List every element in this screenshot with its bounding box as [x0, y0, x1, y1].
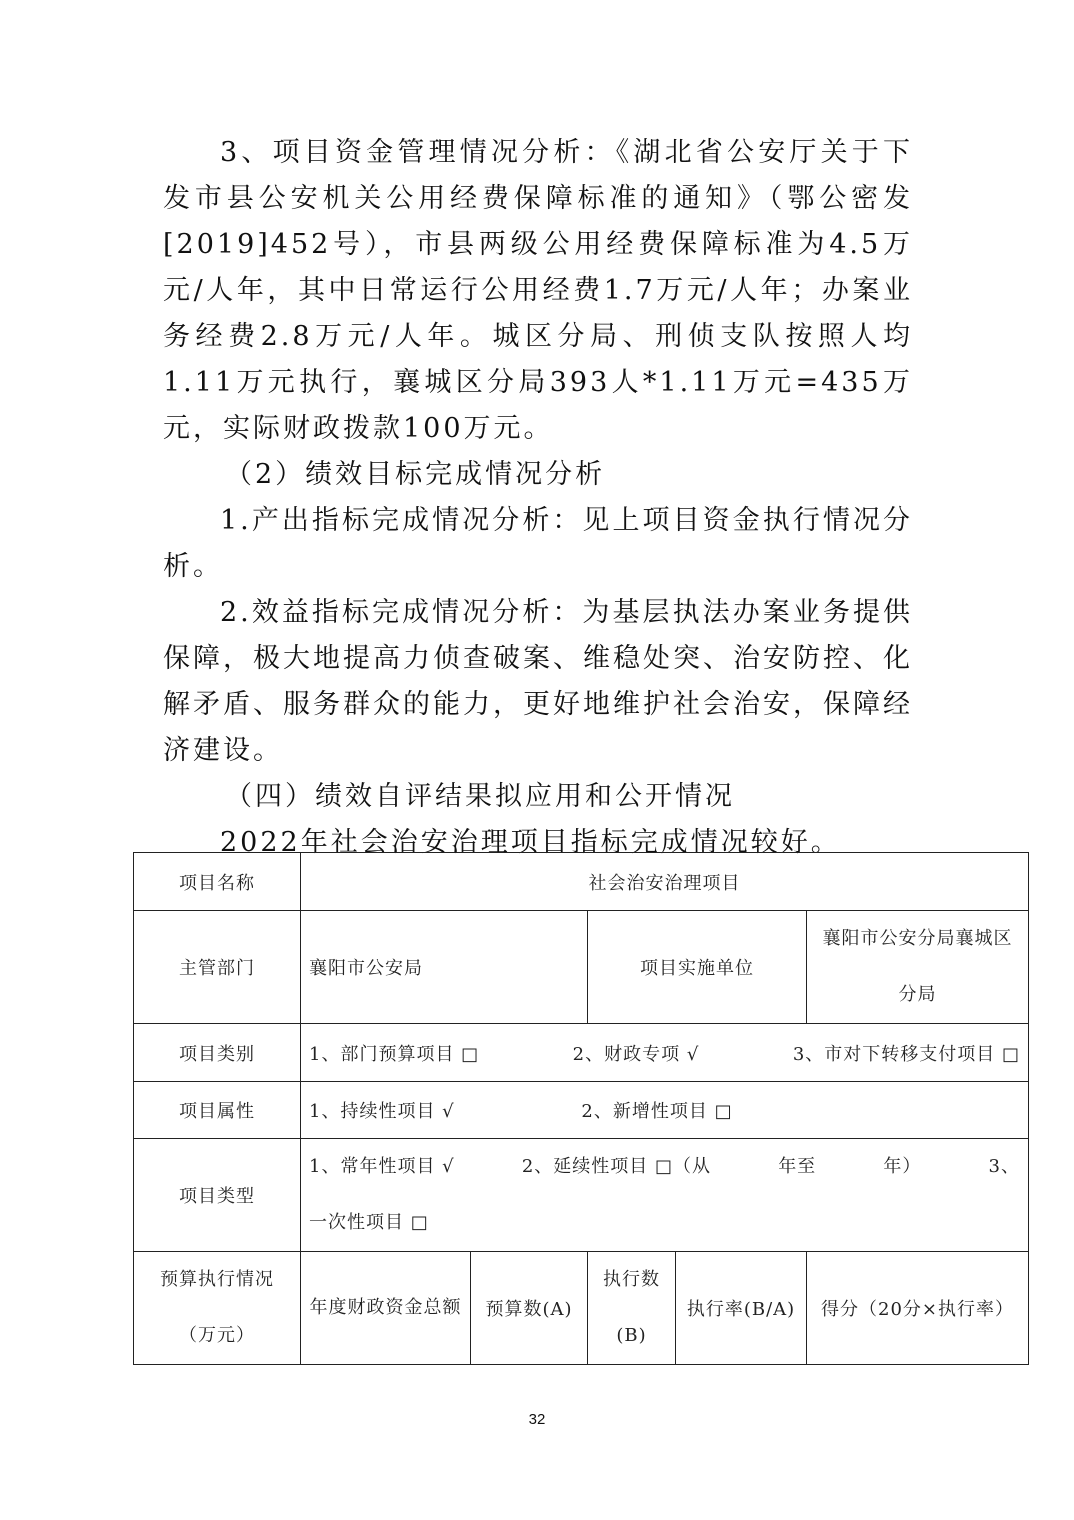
attribute-option-new: 2、新增性项目 □ — [581, 1101, 733, 1122]
budget-col-budget: 预算数(A) — [471, 1252, 588, 1365]
type-options — [301, 1139, 1029, 1252]
page-number: 32 — [528, 1411, 546, 1428]
category-options — [301, 1024, 1029, 1082]
impl-label: 项目实施单位 — [588, 911, 807, 1024]
attribute-option-continuing: 1、持续性项目 √ — [309, 1101, 455, 1122]
table-row — [134, 1024, 1029, 1082]
type-option-year-from: 年至 — [778, 1156, 817, 1177]
attribute-options — [301, 1082, 1029, 1139]
budget-col-score: 得分（20分×执行率） — [807, 1252, 1029, 1365]
attribute-label: 项目属性 — [134, 1082, 301, 1139]
budget-col-executed: 执行数(B) — [588, 1252, 676, 1365]
project-name-label: 项目名称 — [134, 853, 301, 911]
budget-col-rate: 执行率(B/A) — [676, 1252, 807, 1365]
type-option-year-to: 年） — [883, 1156, 922, 1177]
paragraph-benefit-indicators: 2.效益指标完成情况分析：为基层执法办案业务提供保障，极大地提高力侦查破案、维稳处突、治安防控、化解矛盾、服务群众的能力，更好地维护社会治安，保障经济建设。 — [163, 597, 913, 766]
budget-col-total: 年度财政资金总额 — [301, 1252, 471, 1365]
type-option-extended: 2、延续性项目 □（从 — [521, 1156, 712, 1177]
impl-value: 襄阳市公安分局襄城区分局 — [807, 911, 1029, 1024]
category-option-dept-budget: 1、部门预算项目 □ — [309, 1043, 480, 1065]
paragraph-conclusion: 2022年社会治安治理项目指标完成情况较好。 — [220, 827, 841, 858]
table-row — [134, 1139, 1029, 1252]
category-option-transfer-payment: 3、市对下转移支付项目 □ — [792, 1043, 1020, 1065]
body-text — [163, 130, 913, 866]
dept-value: 襄阳市公安局 — [301, 911, 588, 1024]
table-row — [134, 1082, 1029, 1139]
paragraph-output-indicators: 1.产出指标完成情况分析：见上项目资金执行情况分析。 — [163, 505, 913, 582]
type-label: 项目类型 — [134, 1139, 301, 1252]
table-row — [134, 853, 1029, 911]
heading-performance-goals: （2）绩效目标完成情况分析 — [225, 459, 606, 490]
category-label: 项目类别 — [134, 1024, 301, 1082]
budget-label: 预算执行情况（万元） — [134, 1252, 301, 1365]
table-row — [134, 911, 1029, 1024]
type-option-one-time: 一次性项目 □ — [309, 1212, 429, 1233]
table-row — [134, 1252, 1029, 1365]
project-name-value: 社会治安治理项目 — [301, 853, 1029, 911]
heading-self-evaluation: （四）绩效自评结果拟应用和公开情况 — [225, 781, 735, 812]
dept-label: 主管部门 — [134, 911, 301, 1024]
paragraph-fund-management: 3、项目资金管理情况分析：《湖北省公安厅关于下发市县公安机关公用经费保障标准的通知》（鄂公密发[2019]452号），市县两级公用经费保障标准为4.5万元/人年，其中日常运行公用经费1.7万元/人年；办案业务经费2.8万元/人年。城区分局、刑侦支队按照人均1.11万元执行，襄城区分局393人*1.11万元=435万元，实际财政拨款100万元。 — [163, 137, 913, 444]
type-option-annual: 1、常年性项目 √ — [309, 1156, 455, 1177]
category-option-special-fund: 2、财政专项 √ — [572, 1043, 700, 1065]
type-option-one-time-number: 3、 — [988, 1156, 1020, 1177]
project-info-table — [133, 852, 1029, 1365]
